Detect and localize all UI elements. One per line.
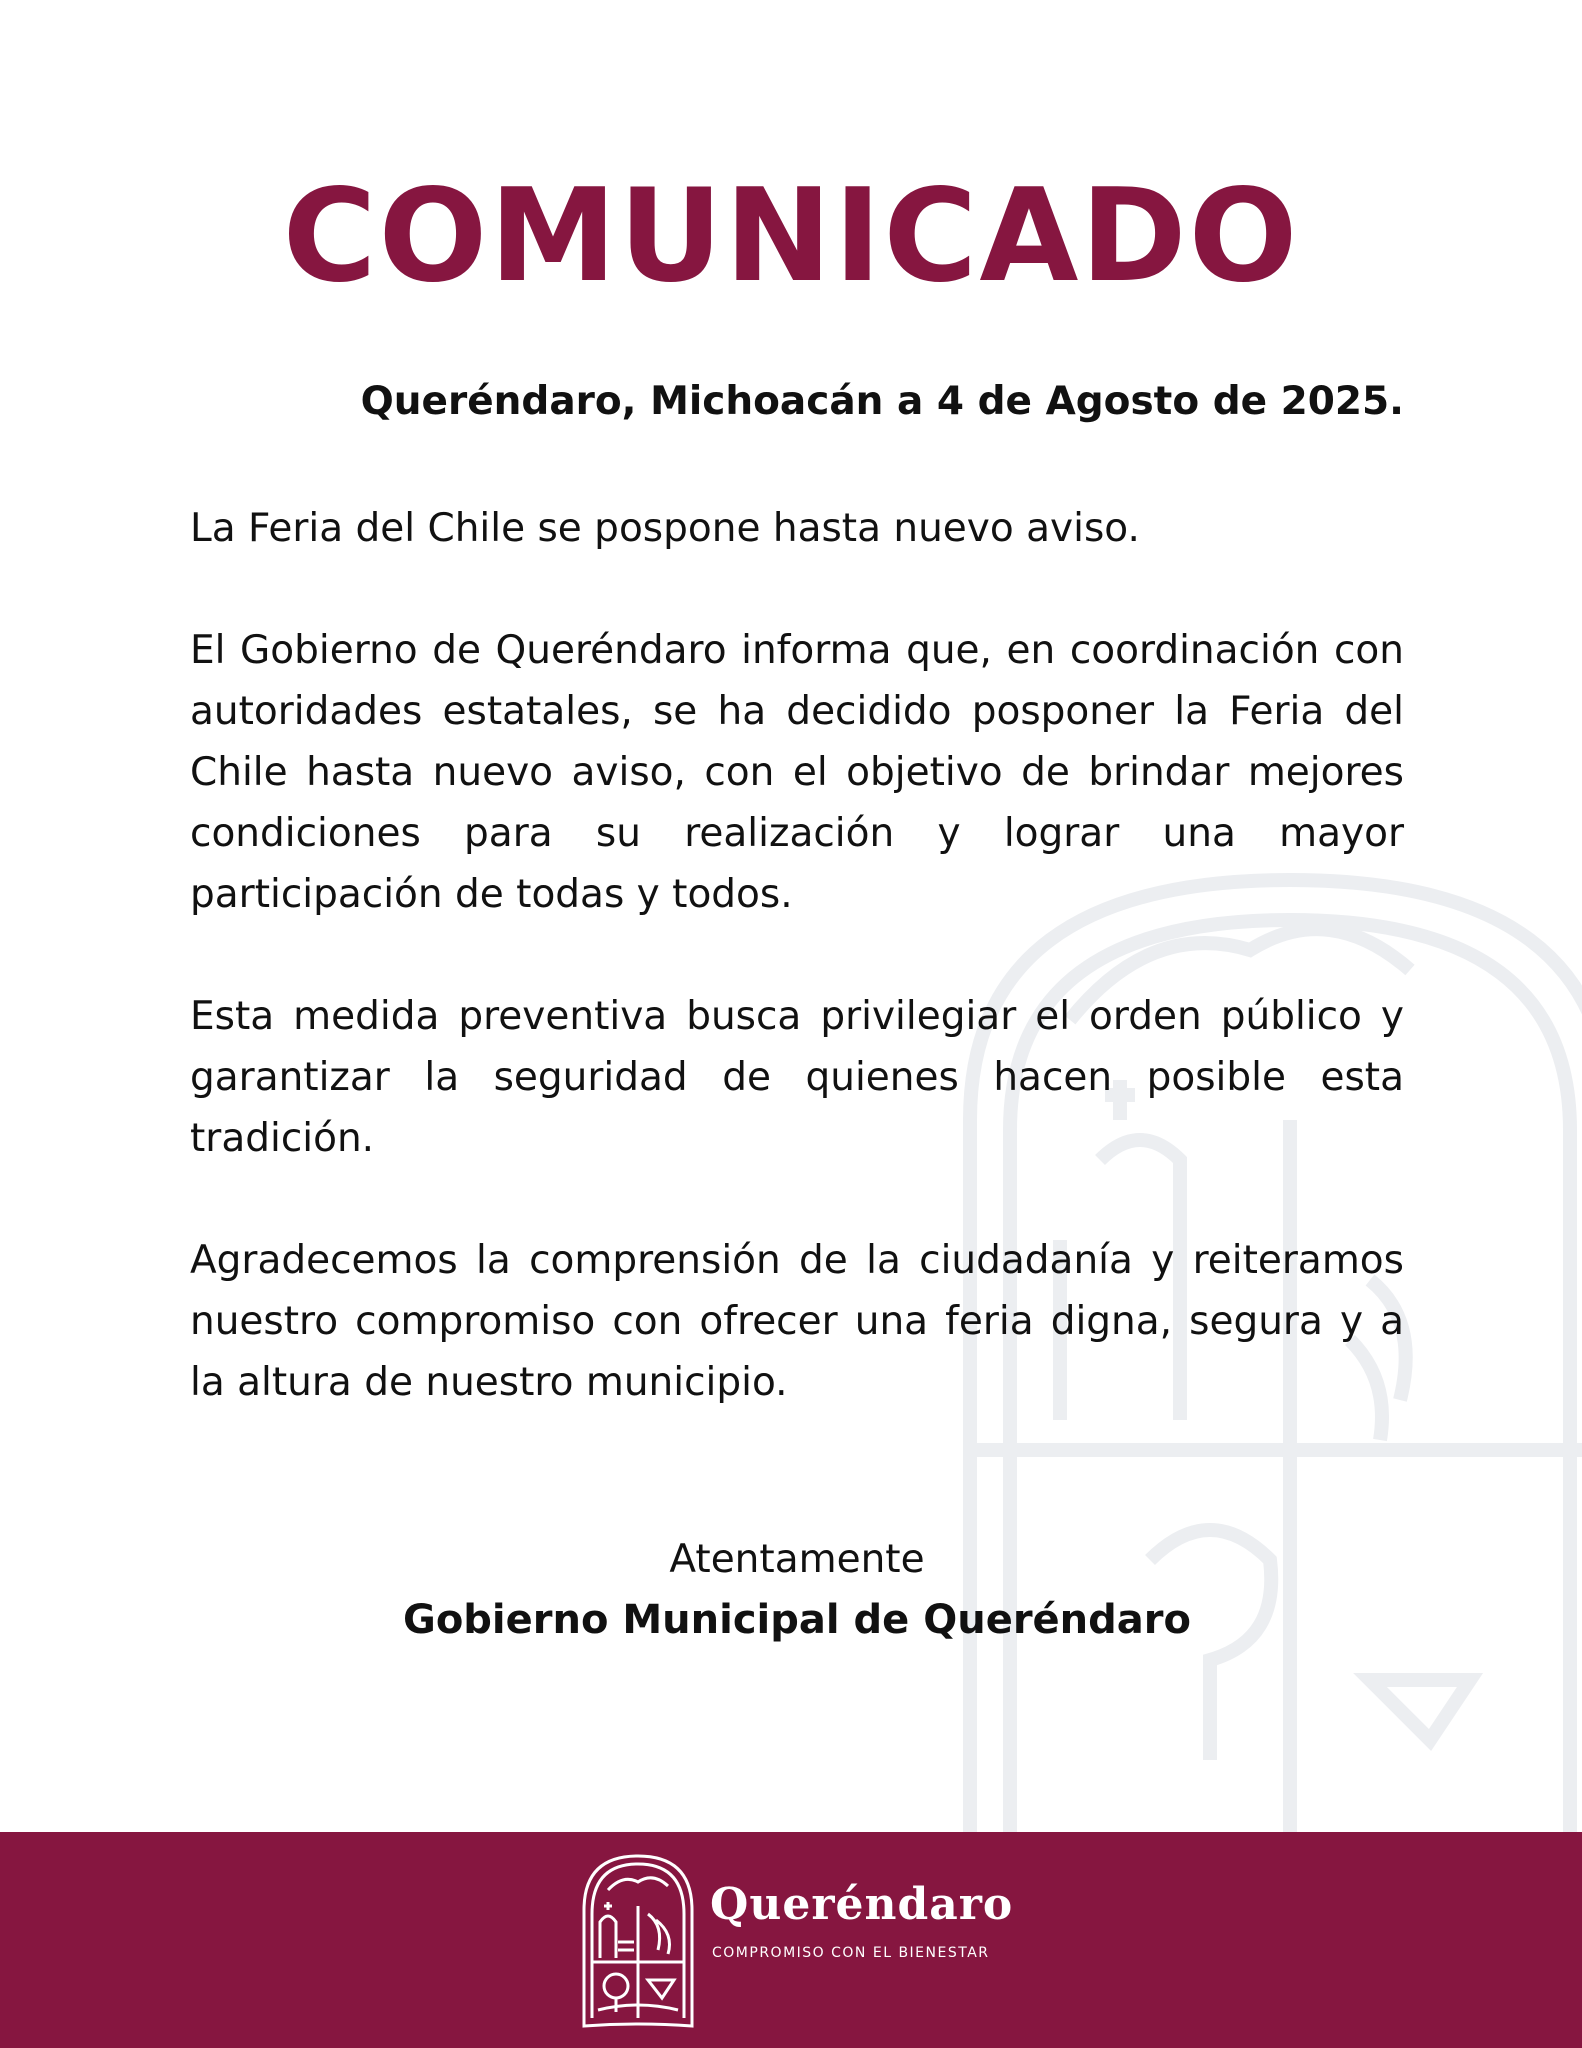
- page-title: COMUNICADO: [282, 162, 1300, 311]
- communique-body: [190, 498, 1404, 1474]
- footer-band: [0, 1832, 1582, 2048]
- dateline: Queréndaro, Michoacán a 4 de Agosto de 2025.: [360, 379, 1404, 424]
- body-paragraph: El Gobierno de Queréndaro informa que, en coordinación con autoridades estatales, se ha decidido posponer la Feria del Chile hasta nuevo aviso, con el objetivo de brindar mejores condiciones para su realización y lograr una mayor participación de todas y todos.: [190, 628, 1404, 917]
- body-paragraph: Esta medida preventiva busca privilegiar el orden público y garantizar la seguridad de quienes hacen posible esta tradición.: [190, 994, 1404, 1161]
- body-paragraph: Agradecemos la comprensión de la ciudadanía y reiteramos nuestro compromiso con ofrecer una feria digna, segura y a la altura de nuestro municipio.: [190, 1238, 1404, 1405]
- brand-name: Queréndaro: [710, 1879, 1014, 1930]
- lead-paragraph: La Feria del Chile se pospone hasta nuevo aviso.: [190, 506, 1140, 551]
- brand-tagline: COMPROMISO CON EL BIENESTAR: [712, 1945, 990, 1961]
- municipal-crest-icon: [578, 1850, 698, 2030]
- closing-salutation: Atentamente: [669, 1537, 925, 1582]
- signatory: Gobierno Municipal de Queréndaro: [402, 1597, 1191, 1643]
